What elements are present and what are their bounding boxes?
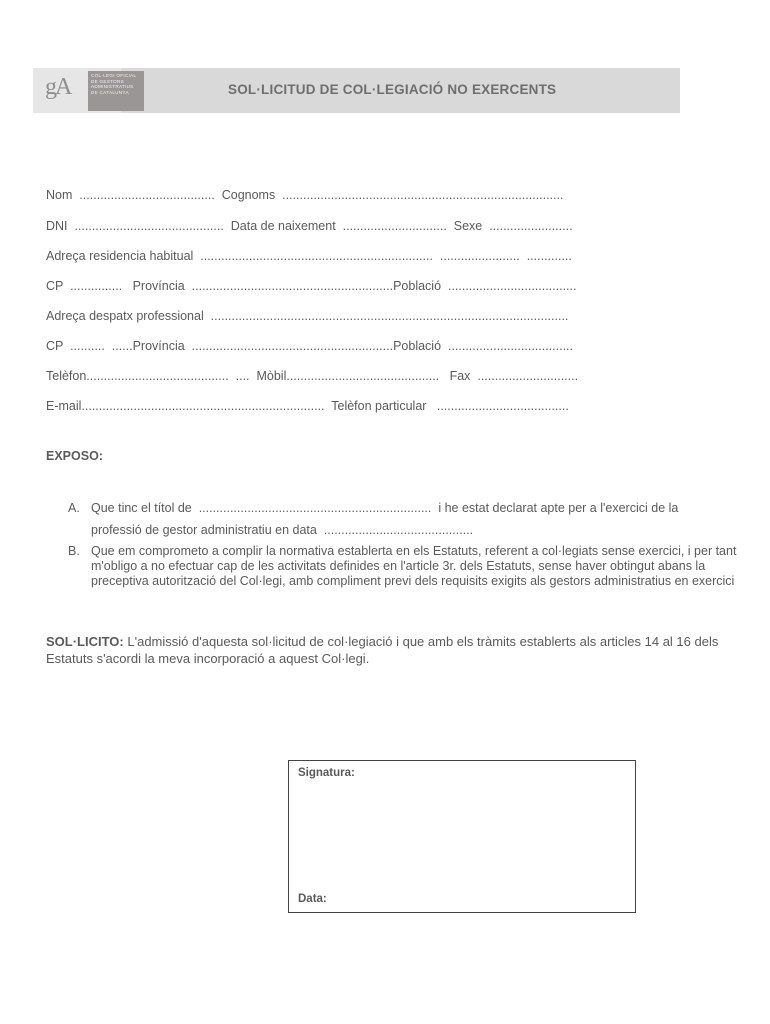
signatura-label: Signatura: (298, 767, 355, 779)
page-title: SOL·LICITUD DE COL·LEGIACIÓ NO EXERCENTS (228, 82, 557, 97)
field-cp-provincia-poblacio-despatx[interactable]: CP .......... ......Província ..........................................................Població .................................... (46, 339, 573, 353)
field-dni-naixement-sexe[interactable]: DNI ........................................... Data de naixement .............................. Sexe ........................ (46, 219, 573, 233)
logo-org-name: COL·LEGI OFICIAL DE GESTORS ADMINISTRATIUS DE CATALUNYA (88, 71, 144, 111)
item-letter: B. (68, 544, 80, 558)
field-nom-cognoms[interactable]: Nom ....................................... Cognoms ................................................................................. (46, 188, 564, 202)
item-a-line1[interactable]: Que tinc el títol de ................................................................... i he estat declarat apte per a l'exercici de la (91, 501, 679, 515)
item-letter: A. (68, 501, 80, 515)
data-label: Data: (298, 893, 327, 905)
field-adreca-residencia[interactable]: Adreça residencia habitual ................................................................... ....................... ............. (46, 249, 572, 263)
signature-box[interactable] (288, 760, 636, 913)
field-cp-provincia-poblacio[interactable]: CP ............... Província ..........................................................Població ..................................... (46, 279, 577, 293)
solicito-paragraph (46, 633, 746, 667)
logo-mark: gA (45, 74, 71, 100)
field-adreca-despatx[interactable]: Adreça despatx professional ....................................................................................................... (46, 309, 569, 323)
item-b-text: Que em comprometo a complir la normativa establerta en els Estatuts, referent a col·legiats sense exercici, i per tant m'obligo a no efectuar cap de les activitats definides en l'article 3r. dels Estatuts, sense haver obtingut abans la preceptiva autorització del Col·legi, amb compliment previ dels requisits exigits als gestors administratius en exercici (91, 544, 737, 588)
document-header (33, 68, 680, 113)
solicito-text: L'admissió d'aquesta sol·licitud de col·legiació i que amb els tràmits establerts als articles 14 al 16 dels Estatuts s'acordi la meva incorporació a aquest Col·legi. (46, 634, 719, 666)
exposo-heading: EXPOSO: (46, 449, 103, 463)
item-a-line2[interactable]: professió de gestor administratiu en data ........................................... (91, 523, 474, 537)
field-email-telefon-particular[interactable]: E-mail...................................................................... Telèfon particular ...................................... (46, 399, 569, 413)
solicito-label: SOL·LICITO: (46, 634, 124, 649)
field-telefon-mobil-fax[interactable]: Telèfon......................................... .... Mòbil............................................ Fax ............................. (46, 369, 579, 383)
